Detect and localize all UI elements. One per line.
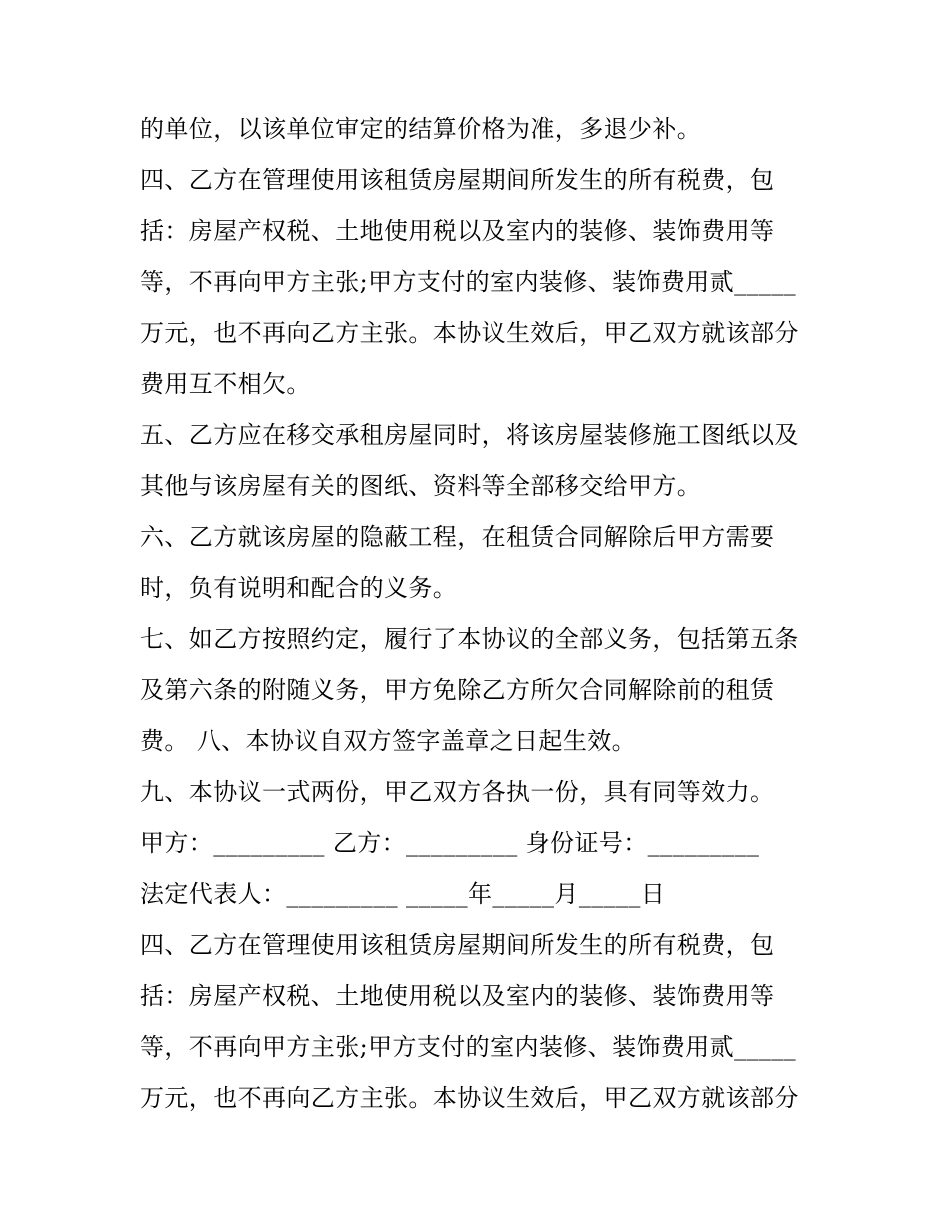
text-line-04: 等，不再向甲方主张;甲方支付的室内装修、装饰费用贰_____ (140, 268, 797, 296)
text-line-06: 费用互不相欠。 (140, 370, 311, 398)
text-line-05: 万元，也不再向乙方主张。本协议生效后，甲乙双方就该部分 (140, 319, 799, 347)
text-line-18: 括：房屋产权税、土地使用税以及室内的装修、装饰费用等 (140, 982, 775, 1010)
text-line-09: 六、乙方就该房屋的隐蔽工程，在租赁合同解除后甲方需要 (140, 523, 775, 551)
text-line-03: 括：房屋产权税、土地使用税以及室内的装修、装饰费用等 (140, 217, 775, 245)
text-line-01: 的单位，以该单位审定的结算价格为准，多退少补。 (140, 115, 702, 143)
document-body (140, 104, 820, 1124)
text-line-12: 及第六条的附随义务，甲方免除乙方所欠合同解除前的租赁 (140, 676, 775, 704)
signature-line-representative-date: 法定代表人：_________ _____年_____月_____日 (140, 880, 666, 908)
text-line-02: 四、乙方在管理使用该租赁房屋期间所发生的所有税费，包 (140, 166, 775, 194)
text-line-14: 九、本协议一式两份，甲乙双方各执一份，具有同等效力。 (140, 778, 775, 806)
text-line-17: 四、乙方在管理使用该租赁房屋期间所发生的所有税费，包 (140, 931, 775, 959)
text-line-11: 七、如乙方按照约定，履行了本协议的全部义务，包括第五条 (140, 625, 799, 653)
text-line-13: 费。 八、本协议自双方签字盖章之日起生效。 (140, 727, 637, 755)
text-line-08: 其他与该房屋有关的图纸、资料等全部移交给甲方。 (140, 472, 702, 500)
text-line-07: 五、乙方应在移交承租房屋同时，将该房屋装修施工图纸以及 (140, 421, 799, 449)
text-line-20: 万元，也不再向乙方主张。本协议生效后，甲乙双方就该部分 (140, 1084, 799, 1112)
text-line-19: 等，不再向甲方主张;甲方支付的室内装修、装饰费用贰_____ (140, 1033, 797, 1061)
signature-line-parties: 甲方：_________ 乙方：_________ 身份证号：_________ (140, 829, 760, 857)
text-line-10: 时，负有说明和配合的义务。 (140, 574, 458, 602)
